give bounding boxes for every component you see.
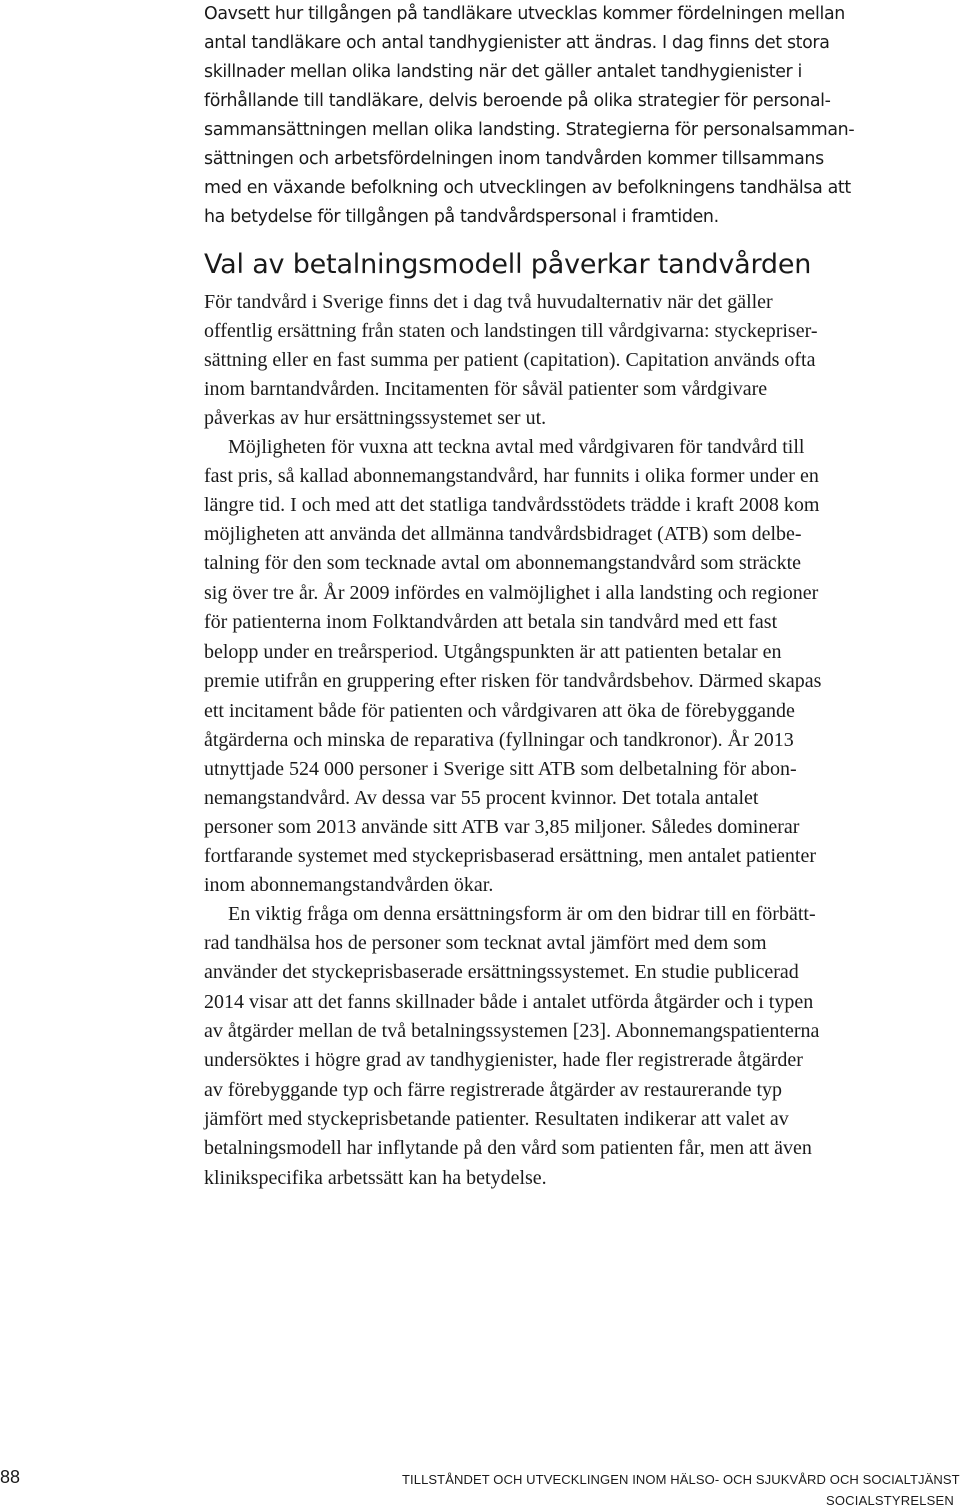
text-line: talning för den som tecknade avtal om abonnemangstandvård som sträckte <box>204 552 802 574</box>
text-line: längre tid. I och med att det statliga tandvårdsstödets trädde i kraft 2008 kom <box>204 494 820 516</box>
running-head: TILLSTÅNDET OCH UTVECKLINGEN INOM HÄLSO- OCH SJUKVÅRD OCH SOCIALTJÄNST <box>402 1472 960 1487</box>
text-line: utnyttjade 524 000 personer i Sverige sitt ATB som delbetalning för abon- <box>204 758 797 780</box>
text-line: sammansättningen mellan olika landsting. Strategierna för personalsamman- <box>204 120 855 140</box>
text-line: av åtgärder mellan de två betalningssystemen [23]. Abonnemangspatienterna <box>204 1020 820 1042</box>
text-line: ha betydelse för tillgången på tandvårdspersonal i framtiden. <box>204 207 719 227</box>
text-line: sättning eller en fast summa per patient (capitation). Capitation används ofta <box>204 349 816 371</box>
text-line: belopp under en treårsperiod. Utgångspunkten är att patienten betalar en <box>204 641 782 663</box>
text-line: fast pris, så kallad abonnemangstandvård, har funnits i olika former under en <box>204 465 819 487</box>
text-line: 2014 visar att det fanns skillnader både i antalet utförda åtgärder och i typen <box>204 991 814 1013</box>
text-line: åtgärderna och minska de reparativa (fyllningar och tandkronor). År 2013 <box>204 729 794 751</box>
text-line: Oavsett hur tillgången på tandläkare utvecklas kommer fördelningen mellan <box>204 4 845 24</box>
text-line: sig över tre år. År 2009 infördes en valmöjlighet i alla landsting och regioner <box>204 582 819 604</box>
text-line: jämfört med styckeprisbetande patienter. Resultaten indikerar att valet av <box>204 1108 789 1130</box>
text-line: fortfarande systemet med styckeprisbaserad ersättning, men antalet patienter <box>204 845 816 867</box>
text-line: En viktig fråga om denna ersättningsform är om den bidrar till en förbätt- <box>228 903 816 925</box>
text-line: använder det styckeprisbaserade ersättningssystemet. En studie publicerad <box>204 961 799 983</box>
text-line: klinikspecifika arbetssätt kan ha betydelse. <box>204 1167 547 1189</box>
text-line: offentlig ersättning från staten och landstingen till vårdgivarna: styckepriser- <box>204 320 818 342</box>
section-heading: Val av betalningsmodell påverkar tandvården <box>204 249 812 280</box>
text-line: sättningen och arbetsfördelningen inom tandvården kommer tillsammans <box>204 149 824 169</box>
text-line: inom barntandvården. Incitamenten för såväl patienter som vårdgivare <box>204 378 768 400</box>
page-number: 88 <box>0 1467 21 1487</box>
text-line: undersöktes i högre grad av tandhygienister, hade fler registrerade åtgärder <box>204 1049 803 1071</box>
text-line: rad tandhälsa hos de personer som tecknat avtal jämfört med dem som <box>204 932 767 954</box>
text-line: skillnader mellan olika landsting när det gäller antalet tandhygienister i <box>204 62 803 82</box>
text-line: för patienterna inom Folktandvården att betala sin tandvård med ett fast <box>204 611 778 633</box>
text-line: förhållande till tandläkare, delvis beroende på olika strategier för personal- <box>204 91 831 111</box>
text-line: med en växande befolkning och utvecklingen av befolkningens tandhälsa att <box>204 178 851 198</box>
text-line: personer som 2013 använde sitt ATB var 3,85 miljoner. Således dominerar <box>204 816 800 838</box>
text-line: premie utifrån en gruppering efter risken för tandvårdsbehov. Därmed skapas <box>204 670 822 692</box>
text-line: För tandvård i Sverige finns det i dag två huvudalternativ när det gäller <box>204 291 773 313</box>
publisher-name: SOCIALSTYRELSEN <box>826 1493 954 1508</box>
text-line: nemangstandvård. Av dessa var 55 procent kvinnor. Det totala antalet <box>204 787 759 809</box>
text-line: av förebyggande typ och färre registrerade åtgärder av restaurerande typ <box>204 1079 783 1101</box>
text-line: inom abonnemangstandvården ökar. <box>204 874 494 896</box>
text-line: möjligheten att använda det allmänna tandvårdsbidraget (ATB) som delbe- <box>204 523 802 545</box>
text-line: påverkas av hur ersättningssystemet ser ut. <box>204 407 547 429</box>
text-line: antal tandläkare och antal tandhygienister att ändras. I dag finns det stora <box>204 33 830 53</box>
text-line: betalningsmodell har inflytande på den vård som patienten får, men att även <box>204 1137 812 1159</box>
text-line: Möjligheten för vuxna att teckna avtal med vårdgivaren för tandvård till <box>228 436 805 458</box>
text-line: ett incitament både för patienten och vårdgivaren att öka de förebyggande <box>204 700 795 722</box>
